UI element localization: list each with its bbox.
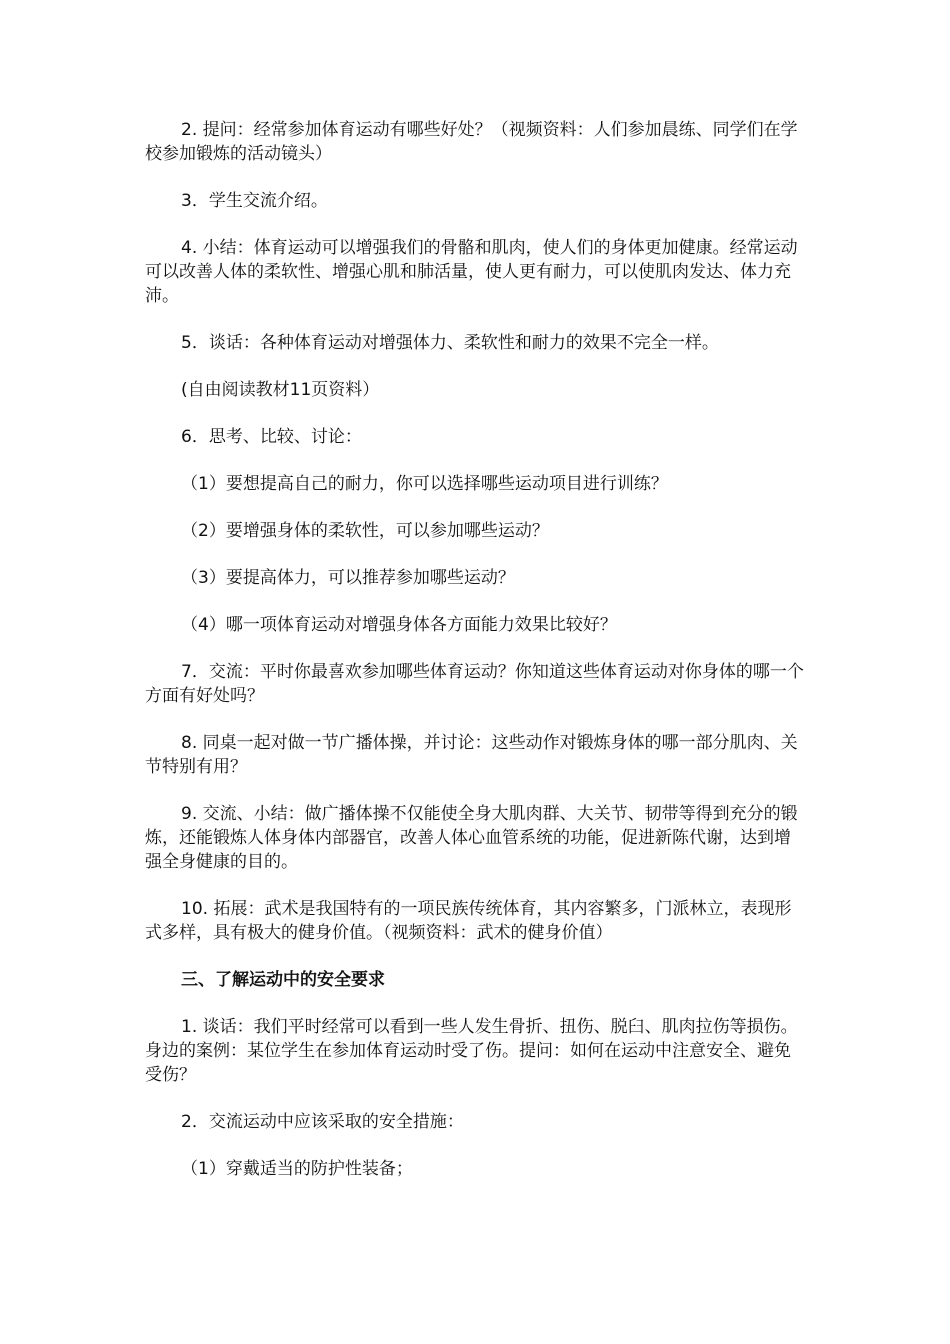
list-item-6-3: （3）要提高体力，可以推荐参加哪些运动？ [181, 568, 515, 588]
list-item-6-2: （2）要增强身体的柔软性，可以参加哪些运动？ [181, 521, 549, 541]
section-heading-safety: 三、了解运动中的安全要求 [181, 970, 385, 990]
paragraph-summary-4: 4. 小结：体育运动可以增强我们的骨骼和肌肉，使人们的身体更加健康。经常运动可以改善人体的柔软性、增强心肌和肺活量，使人更有耐力，可以使肌肉发达、体力充沛。 [145, 238, 798, 306]
paragraph-talk-5: 5．谈话：各种体育运动对增强体力、柔软性和耐力的效果不完全一样。 [181, 333, 719, 353]
paragraph-question-2: 2. 提问：经常参加体育运动有哪些好处？（视频资料：人们参加晨练、同学们在学校参加锻炼的活动镜头） [145, 120, 798, 164]
paragraph-safety-2: 2．交流运动中应该采取的安全措施： [181, 1112, 464, 1132]
paragraph-exercise-8: 8. 同桌一起对做一节广播体操，并讨论：这些动作对锻炼身体的哪一部分肌肉、关节特别有用？ [145, 733, 798, 777]
list-item-6-4: （4）哪一项体育运动对增强身体各方面能力效果比较好？ [181, 615, 617, 635]
paragraph-exchange-7: 7．交流：平时你最喜欢参加哪些体育运动？你知道这些体育运动对你身体的哪一个方面有好处吗？ [145, 662, 804, 706]
paragraph-summary-9: 9. 交流、小结：做广播体操不仅能使全身大肌肉群、大关节、韧带等得到充分的锻炼，还能锻炼人体身体内部器官，改善人体心血管系统的功能，促进新陈代谢，达到增强全身健康的目的。 [145, 804, 798, 872]
list-item-6-1: （1）要想提高自己的耐力，你可以选择哪些运动项目进行训练？ [181, 474, 668, 494]
paragraph-reading-note: (自由阅读教材11页资料） [181, 380, 380, 400]
paragraph-extension-10: 10. 拓展：武术是我国特有的一项民族传统体育，其内容繁多，门派林立，表现形式多样，具有极大的健身价值。（视频资料：武术的健身价值） [145, 899, 792, 943]
paragraph-safety-1: 1. 谈话：我们平时经常可以看到一些人发生骨折、扭伤、脱臼、肌肉拉伤等损伤。身边的案例：某位学生在参加体育运动时受了伤。提问：如何在运动中注意安全、避免受伤？ [145, 1017, 798, 1085]
list-item-safety-1: （1）穿戴适当的防护性装备； [181, 1159, 413, 1179]
paragraph-3: 3．学生交流介绍。 [181, 191, 328, 211]
paragraph-discuss-6: 6．思考、比较、讨论： [181, 427, 362, 447]
document-page [145, 118, 807, 1204]
